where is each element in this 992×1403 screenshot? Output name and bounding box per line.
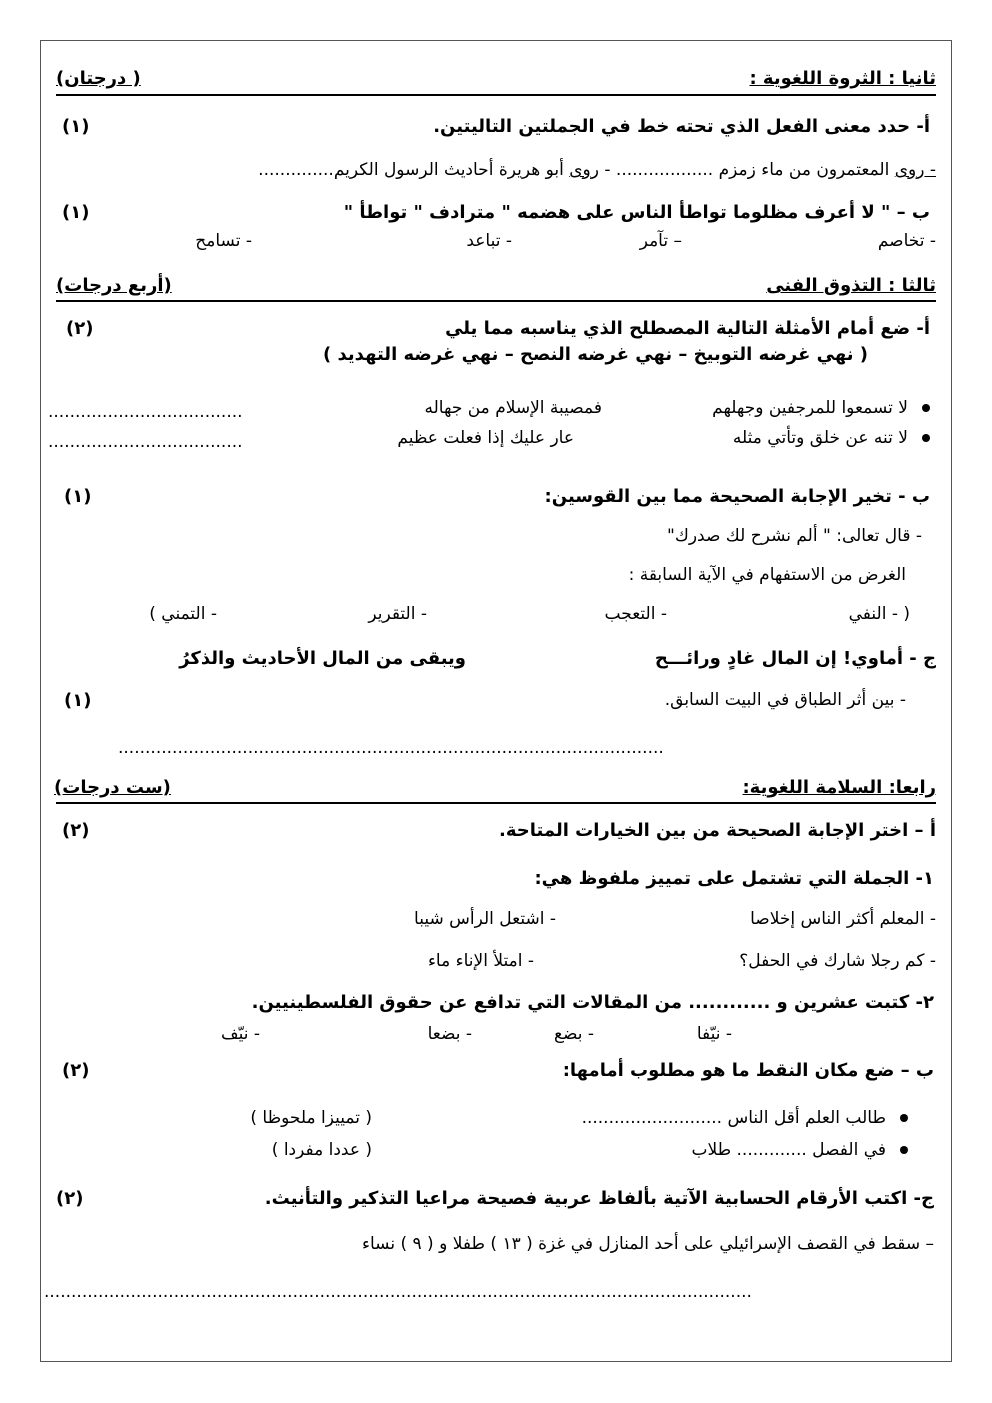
s3-question-a-mark: (٢) xyxy=(66,318,94,339)
s3-question-c-sub: - بين أثر الطباق في البيت السابق. xyxy=(664,690,906,710)
s4-question-a-mark: (٢) xyxy=(62,820,90,841)
s2-a-sentences: - روى المعتمرون من ماء زمزم .................. - روى أبو هريرة أحاديث الرسول الكريم.............. xyxy=(258,160,936,180)
bullet-icon xyxy=(922,404,930,412)
s3-b-option-3: - التقرير xyxy=(368,604,427,624)
section-two-grade: ( درجتان) xyxy=(56,68,141,89)
s2-question-b: ب – " لا أعرف مظلوما تواطأ الناس على هضمه " مترادف " تواطأ " xyxy=(343,202,930,223)
s4-b-item-1-hint: ( تمييزا ملحوظا ) xyxy=(250,1108,372,1128)
section-four-grade: (ست درجات) xyxy=(54,777,171,798)
s3-example-1: لا تسمعوا للمرجفين وجهلهم xyxy=(712,400,930,417)
s3-question-c-second: ويبقى من المال الأحاديث والذكرُ xyxy=(179,648,466,669)
s2-b-option-2: – تآمر xyxy=(639,231,682,251)
underlined-verb-1: روى xyxy=(894,160,925,180)
s3-b-option-4: - التمني ) xyxy=(149,604,217,624)
section-four-title: رابعا: السلامة اللغوية: xyxy=(742,777,936,798)
s2-b-option-1: - تخاصم xyxy=(877,231,936,251)
s3-example-1-second: فمصيبة الإسلام من جهاله xyxy=(424,398,602,418)
bullet-icon xyxy=(922,434,930,442)
s4-b-item-2: في الفصل ............. طلاب xyxy=(691,1142,908,1159)
s3-example-2-answer: .................................... xyxy=(48,432,243,452)
s4-q1-option-1: - المعلم أكثر الناس إخلاصا xyxy=(750,909,936,929)
s4-question-c-mark: (٢) xyxy=(56,1188,84,1209)
s2-question-a: أ- حدد معنى الفعل الذي تحته خط في الجملتين التاليتين. xyxy=(433,116,930,137)
s3-question-b-mark: (١) xyxy=(64,486,92,507)
s4-q2-option-1: - نيّفا xyxy=(696,1024,732,1044)
s3-question-c-mark: (١) xyxy=(64,690,92,711)
s2-b-option-4: - تسامح xyxy=(195,231,252,251)
s4-question-b: ب – ضع مكان النقط ما هو مطلوب أمامها: xyxy=(562,1060,934,1081)
bullet-icon xyxy=(900,1146,908,1154)
s2-question-b-mark: (١) xyxy=(62,202,90,223)
s4-q1-option-4: - امتلأ الإناء ماء xyxy=(427,951,534,971)
s4-question-c: ج- اكتب الأرقام الحسابية الآتية بألفاظ عربية فصيحة مراعيا التذكير والتأنيث. xyxy=(264,1188,934,1209)
bullet-icon xyxy=(900,1114,908,1122)
underlined-verb-2: روى xyxy=(569,160,599,180)
s3-question-a: أ- ضع أمام الأمثلة التالية المصطلح الذي يناسبه مما يلي xyxy=(445,318,930,339)
section-three-title: ثالثا : التذوق الفنى xyxy=(766,275,936,296)
s4-q2-option-4: - نيّف xyxy=(221,1024,260,1044)
s3-question-c-answer: ..................................................................................................... xyxy=(118,738,664,758)
s4-question-c-sentence: – سقط في القصف الإسرائيلي على أحد المنازل في غزة ( ١٣ ) طفلا و ( ٩ ) نساء xyxy=(362,1234,934,1254)
s4-q1-option-3: - كم رجلا شارك في الحفل؟ xyxy=(739,951,936,971)
s4-q2-option-2: - بضع xyxy=(553,1024,594,1044)
s4-q1-option-2: - اشتعل الرأس شيبا xyxy=(414,909,556,929)
s4-question-a: أ – اختر الإجابة الصحيحة من بين الخيارات المتاحة. xyxy=(499,820,936,841)
s2-question-a-mark: (١) xyxy=(62,116,90,137)
s4-q2-option-3: - بضعا xyxy=(427,1024,472,1044)
section-three-rule xyxy=(56,300,936,302)
s4-b-item-2-hint: ( عددا مفردا ) xyxy=(271,1140,372,1160)
s3-b-option-2: - التعجب xyxy=(604,604,667,624)
s3-question-c-first: ج - أماوي! إن المال غادٍ ورائـــح xyxy=(654,648,936,669)
s3-prompt: الغرض من الاستفهام في الآية السابقة : xyxy=(628,565,906,585)
s4-q1: ١- الجملة التي تشتمل على تمييز ملفوظ هي: xyxy=(534,868,934,889)
s3-example-1-answer: .................................... xyxy=(48,402,243,422)
s2-b-option-3: - تباعد xyxy=(466,231,512,251)
s4-question-c-answer: ................................................................................................................................... xyxy=(44,1282,752,1302)
s3-example-2-second: عار عليك إذا فعلت عظيم xyxy=(397,428,574,448)
s4-question-b-mark: (٢) xyxy=(62,1060,90,1081)
s3-terms: ( نهي غرضه التوبيخ – نهي غرضه النصح – نهي غرضه التهديد ) xyxy=(323,344,868,365)
s3-b-option-1: ( - النفي xyxy=(848,604,910,624)
section-two-title: ثانيا : الثروة اللغوية : xyxy=(749,68,936,89)
section-four-rule xyxy=(56,802,936,804)
s4-b-item-1: طالب العلم أقل الناس .......................... xyxy=(582,1110,908,1127)
s3-verse: - قال تعالى: " ألم نشرح لك صدرك" xyxy=(667,526,922,546)
section-two-rule xyxy=(56,94,936,96)
s3-question-b: ب - تخير الإجابة الصحيحة مما بين القوسين: xyxy=(544,486,930,507)
s3-example-2: لا تنه عن خلق وتأتي مثله xyxy=(733,430,930,447)
s4-q2: ٢- كتبت عشرين و ............ من المقالات التي تدافع عن حقوق الفلسطينيين. xyxy=(251,992,934,1013)
section-three-grade: (أربع درجات) xyxy=(56,275,172,296)
